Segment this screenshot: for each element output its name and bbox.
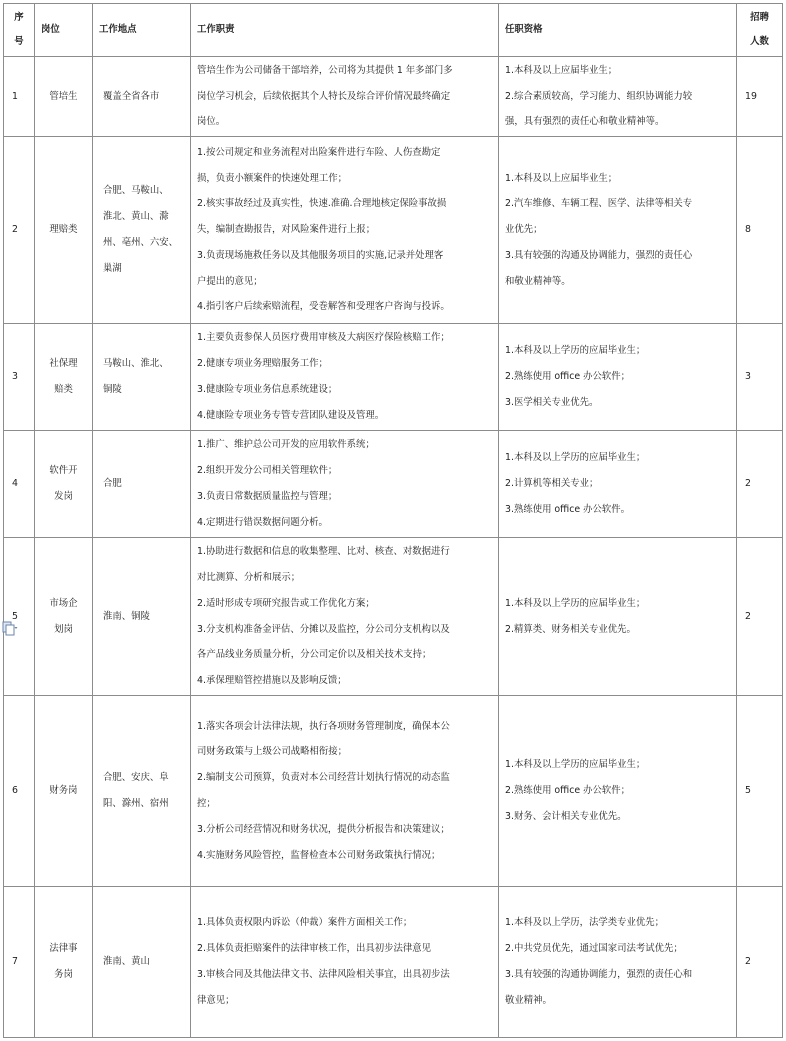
row-location	[93, 696, 191, 887]
duty-line: 2.具体负责拒赔案件的法律审核工作，出具初步法律意见	[197, 943, 431, 955]
table-row	[4, 431, 783, 538]
location-line: 覆盖全省各市	[103, 90, 160, 102]
duty-line: 司财务政策与上级公司战略相衔接；	[197, 746, 348, 758]
duty-line: 律意见；	[197, 994, 235, 1006]
qualification-line: 2.中共党员优先，通过国家司法考试优先；	[505, 943, 683, 955]
duty-line: 岗位学习机会，后续依据其个人特长及综合评价情况最终确定	[197, 90, 451, 102]
row-duties	[191, 137, 499, 324]
duty-line: 失，编制查勘报告，对风险案件进行上报；	[197, 224, 376, 236]
row-count: 3	[737, 324, 783, 431]
duty-line: 2.适时形成专项研究报告或工作优化方案；	[197, 597, 375, 609]
duty-line: 4.定期进行错误数据问题分析。	[197, 516, 328, 528]
title-line: 划岗	[54, 623, 73, 635]
row-seq: 1	[4, 57, 35, 137]
table-row	[4, 137, 783, 324]
qualification-line: 1.本科及以上学历的应届毕业生；	[505, 759, 646, 771]
title-line: 财务岗	[49, 785, 78, 797]
qualification-line: 1.本科及以上应届毕业生；	[505, 172, 618, 184]
header-duties: 工作职责	[191, 4, 499, 57]
qualification-line: 2.综合素质较高，学习能力、组织协调能力较	[505, 90, 693, 102]
row-count: 5	[737, 696, 783, 887]
row-qualifications	[499, 137, 737, 324]
duty-line: 4.指引客户后续索赔流程，受巻解答和受理客户咨询与投诉。	[197, 301, 450, 313]
location-line: 合肥、安庆、阜	[103, 772, 169, 784]
qualification-line: 2.计算机等相关专业；	[505, 478, 599, 490]
duty-line: 2.组织开发分公司相关管理软件；	[197, 465, 338, 477]
duty-line: 户提出的意见；	[197, 275, 263, 287]
duty-line: 管培生作为公司储备干部培养，公司将为其提供 1 年多部门多	[197, 64, 453, 76]
title-line: 务岗	[54, 969, 73, 980]
duty-line: 岗位。	[197, 116, 226, 128]
row-qualifications	[499, 324, 737, 431]
qualification-line: 1.本科及以上学历的应届毕业生；	[505, 452, 646, 464]
duty-line: 3.健康险专项业务信息系统建设；	[197, 384, 338, 395]
title-line: 理赔类	[49, 224, 78, 236]
row-seq: 4	[4, 431, 35, 538]
duty-line: 4.健康险专项业务专管专营团队建设及管理。	[197, 409, 385, 421]
title-line: 发岗	[54, 491, 73, 502]
qualification-line: 1.本科及以上学历的应届毕业生；	[505, 345, 646, 357]
location-line: 巢湖	[103, 262, 122, 274]
title-line: 赔类	[54, 384, 73, 395]
duty-line: 1.协助进行数据和信息的收集整理、比对、核查、对数据进行	[197, 546, 450, 558]
duty-line: 4.实施财务风险管控，监督检查本公司财务政策执行情况；	[197, 849, 441, 861]
row-seq: 5	[4, 538, 35, 696]
paste-options-icon[interactable]	[2, 620, 18, 638]
location-line: 合肥、马鞍山、	[103, 185, 169, 197]
location-line: 马鞍山、淮北、	[103, 358, 169, 370]
table-row	[4, 887, 783, 1038]
qualification-line: 强，具有强烈的责任心和敬业精神等。	[505, 116, 665, 128]
row-location	[93, 137, 191, 324]
row-title	[35, 887, 93, 1038]
row-duties	[191, 57, 499, 137]
header-qualifications: 任职资格	[499, 4, 737, 57]
duty-line: 损，负责小额案件的快速处理工作；	[197, 172, 348, 184]
duty-line: 对比测算、分析和展示；	[197, 571, 301, 583]
qualification-line: 2.熟练使用 office 办公软件；	[505, 785, 631, 797]
title-line: 软件开	[49, 465, 78, 477]
table-row	[4, 324, 783, 431]
title-line: 市场企	[49, 597, 78, 609]
qualification-line: 3.财务、会计相关专业优先。	[505, 810, 627, 822]
header-location: 工作地点	[93, 4, 191, 57]
duty-line: 4.承保理赔管控措施以及影响反馈；	[197, 675, 347, 687]
duty-line: 1.具体负责权限内诉讼（仲裁）案件方面相关工作；	[197, 917, 413, 929]
row-count: 8	[737, 137, 783, 324]
row-count: 2	[737, 431, 783, 538]
duty-line: 1.主要负责参保人员医疗费用审核及大病医疗保险核赔工作；	[197, 332, 450, 344]
duty-line: 各产品线业务质量分析，分公司定价以及相关技术支持；	[197, 649, 432, 661]
qualification-line: 1.本科及以上学历的应届毕业生；	[505, 597, 646, 609]
qualification-line: 1.本科及以上学历，法学类专业优先；	[505, 917, 664, 929]
row-qualifications	[499, 696, 737, 887]
header-count: 招聘 人数	[737, 4, 783, 57]
qualification-line: 3.医学相关专业优先。	[505, 396, 599, 408]
row-title	[35, 538, 93, 696]
row-title	[35, 324, 93, 431]
row-title	[35, 57, 93, 137]
row-seq: 2	[4, 137, 35, 324]
row-duties	[191, 431, 499, 538]
table-body	[4, 57, 783, 1038]
duty-line: 3.分析公司经营情况和财务状况，提供分析报告和决策建议；	[197, 823, 450, 835]
qualification-line: 2.精算类、财务相关专业优先。	[505, 623, 636, 635]
qualification-line: 3.具有较强的沟通及协调能力，强烈的责任心	[505, 249, 693, 261]
qualification-line: 2.汽车维修、车辆工程、医学、法律等相关专	[505, 198, 693, 210]
duty-line: 3.负责现场施救任务以及其他服务项目的实施,记录并处理客	[197, 249, 444, 261]
title-line: 社保理	[49, 358, 78, 370]
row-seq: 7	[4, 887, 35, 1038]
row-qualifications	[499, 57, 737, 137]
row-duties	[191, 696, 499, 887]
row-count: 2	[737, 887, 783, 1038]
row-title	[35, 431, 93, 538]
row-title	[35, 696, 93, 887]
duty-line: 控；	[197, 798, 216, 809]
row-location	[93, 57, 191, 137]
location-line: 淮南、黄山	[103, 956, 150, 968]
duty-line: 1.推广、维护总公司开发的应用软件系统；	[197, 439, 375, 451]
header-seq: 序 号	[4, 4, 35, 57]
row-qualifications	[499, 431, 737, 538]
qualification-line: 2.熟练使用 office 办公软件；	[505, 371, 631, 383]
location-line: 铜陵	[103, 384, 122, 395]
row-qualifications	[499, 538, 737, 696]
row-count: 19	[737, 57, 783, 137]
qualification-line: 敬业精神。	[505, 994, 552, 1006]
row-location	[93, 538, 191, 696]
qualification-line: 3.具有较强的沟通协调能力，强烈的责任心和	[505, 969, 693, 980]
qualification-line: 和敬业精神等。	[505, 275, 571, 287]
duty-line: 3.负责日常数据质量监控与管理；	[197, 491, 338, 502]
row-location	[93, 431, 191, 538]
duty-line: 2.编制支公司预算，负责对本公司经营计划执行情况的动态监	[197, 772, 450, 784]
duty-line: 3.分支机构准备金评估、分摊以及监控，分公司分支机构以及	[197, 623, 450, 635]
row-location	[93, 324, 191, 431]
duty-line: 2.健康专项业务理赔服务工作；	[197, 358, 328, 370]
duty-line: 3.审核合同及其他法律文书、法律风险相关事宜，出具初步法	[197, 969, 450, 980]
table-row	[4, 696, 783, 887]
location-line: 淮南、铜陵	[103, 610, 150, 622]
qualification-line: 3.熟练使用 office 办公软件。	[505, 503, 631, 515]
row-seq: 3	[4, 324, 35, 431]
location-line: 合肥	[103, 478, 122, 490]
row-duties	[191, 538, 499, 696]
row-count: 2	[737, 538, 783, 696]
location-line: 州、亳州、六安、	[103, 237, 179, 248]
qualification-line: 业优先；	[505, 224, 543, 236]
row-qualifications	[499, 887, 737, 1038]
header-title: 岗位	[35, 4, 93, 57]
qualification-line: 1.本科及以上应届毕业生；	[505, 64, 618, 76]
title-line: 法律事	[49, 943, 78, 955]
header-row	[4, 4, 783, 57]
location-line: 阳、滁州、宿州	[103, 798, 169, 809]
table-row	[4, 57, 783, 137]
duty-line: 1.按公司规定和业务流程对出险案件进行车险、人伤查勘定	[197, 146, 441, 158]
location-line: 淮北、黄山、滁	[103, 211, 169, 223]
row-location	[93, 887, 191, 1038]
row-duties	[191, 887, 499, 1038]
duty-line: 1.落实各项会计法律法规，执行各项财务管理制度，确保本公	[197, 720, 450, 732]
title-line: 管培生	[49, 90, 78, 102]
row-seq: 6	[4, 696, 35, 887]
row-duties	[191, 324, 499, 431]
duty-line: 2.核实事故经过及真实性，快速.准确.合理地核定保险事故损	[197, 198, 447, 210]
recruitment-table	[3, 3, 783, 1038]
table-row	[4, 538, 783, 696]
row-title	[35, 137, 93, 324]
